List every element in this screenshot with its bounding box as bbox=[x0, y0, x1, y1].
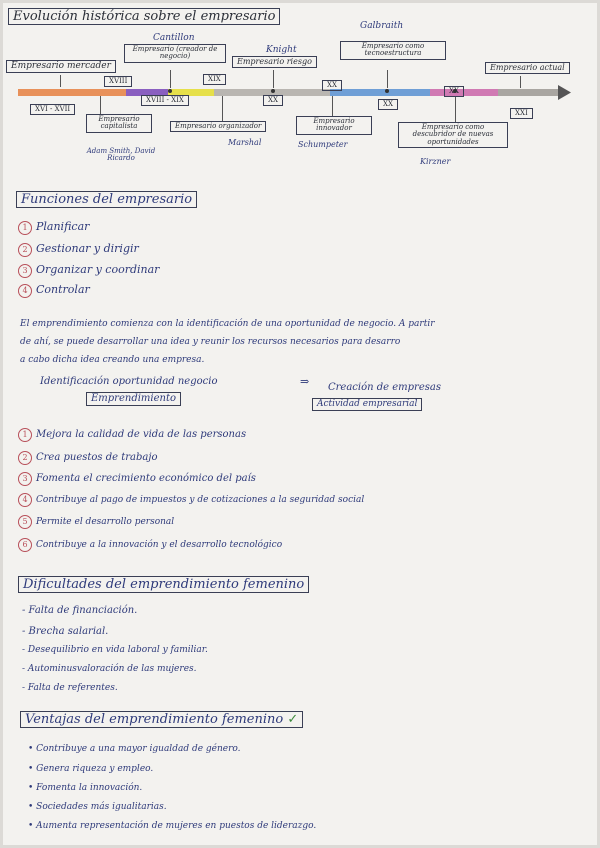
century-box: XX bbox=[263, 95, 283, 106]
century-box: XX bbox=[378, 99, 398, 110]
list-item: • Contribuye a una mayor igualdad de género. bbox=[28, 744, 241, 754]
list-item-text: Planificar bbox=[36, 220, 90, 233]
number-circle-icon: 3 bbox=[18, 472, 32, 486]
list-item: - Brecha salarial. bbox=[22, 626, 109, 637]
list-item-text: Crea puestos de trabajo bbox=[36, 452, 158, 463]
paragraph-line: El emprendimiento comienza con la identificación de una oportunidad de negocio. A partir bbox=[20, 319, 435, 329]
list-item bbox=[18, 284, 90, 298]
century-box: XX bbox=[444, 86, 464, 97]
check-icon: ✓ bbox=[287, 712, 299, 727]
connector bbox=[332, 96, 333, 116]
timeline-author-kirzner: Kirzner bbox=[420, 157, 451, 166]
number-circle-icon: 2 bbox=[18, 451, 32, 465]
list-item: - Autominusvaloración de las mujeres. bbox=[22, 664, 197, 674]
timeline-author-galbraith: Galbraith bbox=[360, 21, 404, 31]
timeline-label-actual: Empresario actual bbox=[485, 62, 570, 74]
timeline-author-schumpeter: Schumpeter bbox=[298, 140, 348, 149]
number-circle-icon: 3 bbox=[18, 264, 32, 278]
timeline-dot bbox=[271, 89, 275, 93]
timeline-label-descubridor: Empresario como descubridor de nuevas oportunidades bbox=[398, 122, 508, 148]
timeline-label-organizador: Empresario organizador bbox=[170, 121, 266, 132]
list-item: - Desequilibrio en vida laboral y familiar. bbox=[22, 645, 208, 655]
flow-arrow-icon: ⇒ bbox=[300, 375, 310, 388]
ventajas-heading-text: Ventajas del emprendimiento femenino bbox=[25, 712, 284, 727]
connector bbox=[520, 76, 521, 88]
list-item-text: Permite el desarrollo personal bbox=[36, 517, 175, 527]
century-box: XXI bbox=[510, 108, 533, 119]
list-item bbox=[18, 428, 246, 442]
timeline-author-knight: Knight bbox=[266, 45, 297, 55]
list-item-text: Fomenta el crecimiento económico del país bbox=[36, 473, 256, 484]
section-heading-funciones: Funciones del empresario bbox=[16, 191, 197, 208]
list-item: • Genera riqueza y empleo. bbox=[28, 764, 154, 774]
list-item-text: Organizar y coordinar bbox=[36, 263, 160, 276]
connector bbox=[100, 96, 101, 114]
timeline-segment-gray-end bbox=[498, 89, 560, 96]
timeline-author-cantillon: Cantillon bbox=[153, 33, 195, 43]
timeline-arrow-head bbox=[558, 85, 571, 100]
list-item: • Aumenta representación de mujeres en puestos de liderazgo. bbox=[28, 821, 317, 831]
list-item bbox=[18, 538, 282, 552]
connector bbox=[455, 96, 456, 122]
flow-right-text: Creación de empresas bbox=[328, 382, 441, 393]
timeline-label-capitalista: Empresario capitalista bbox=[86, 114, 152, 133]
timeline-label-mercader: Empresario mercader bbox=[6, 60, 116, 73]
timeline-label-tecnoestructura: Empresario como tecnoestructura bbox=[340, 41, 446, 60]
paragraph-line: a cabo dicha idea creando una empresa. bbox=[20, 355, 205, 365]
box-actividad-empresarial: Actividad empresarial bbox=[312, 398, 422, 411]
number-circle-icon: 1 bbox=[18, 221, 32, 235]
section-heading-ventajas bbox=[20, 711, 303, 728]
list-item bbox=[18, 493, 364, 507]
list-item: - Falta de financiación. bbox=[22, 605, 138, 616]
timeline-segment-blue bbox=[330, 89, 430, 96]
connector bbox=[60, 75, 61, 87]
number-circle-icon: 4 bbox=[18, 284, 32, 298]
list-item bbox=[18, 451, 157, 465]
timeline-label-creador: Empresario (creador de negocio) bbox=[124, 44, 226, 63]
list-item-text: Mejora la calidad de vida de las personas bbox=[36, 429, 247, 440]
list-item bbox=[18, 264, 159, 278]
list-item bbox=[18, 243, 139, 257]
century-box: XIX bbox=[203, 74, 226, 85]
paragraph-line: de ahí, se puede desarrollar una idea y reunir los recursos necesarios para desarro bbox=[20, 337, 401, 347]
number-circle-icon: 6 bbox=[18, 538, 32, 552]
timeline-axis bbox=[18, 84, 573, 100]
list-item bbox=[18, 515, 174, 529]
timeline-label-innovador: Empresario innovador bbox=[296, 116, 372, 135]
list-item: - Falta de referentes. bbox=[22, 683, 118, 693]
list-item-text: Controlar bbox=[36, 283, 90, 296]
page-title: Evolución histórica sobre el empresario bbox=[8, 8, 280, 25]
list-item: • Fomenta la innovación. bbox=[28, 783, 143, 793]
connector bbox=[170, 70, 171, 88]
box-emprendimiento: Emprendimiento bbox=[86, 392, 181, 406]
timeline-segment-orange bbox=[18, 89, 126, 96]
number-circle-icon: 4 bbox=[18, 493, 32, 507]
list-item-text: Gestionar y dirigir bbox=[36, 242, 139, 255]
list-item bbox=[18, 221, 89, 235]
list-item-text: Contribuye al pago de impuestos y de cotizaciones a la seguridad social bbox=[36, 495, 365, 505]
flow-left-text: Identificación oportunidad negocio bbox=[40, 376, 218, 387]
number-circle-icon: 1 bbox=[18, 428, 32, 442]
timeline-label-riesgo: Empresario riesgo bbox=[232, 56, 317, 68]
list-item bbox=[18, 472, 256, 486]
list-item-text: Contribuye a la innovación y el desarrollo tecnológico bbox=[36, 540, 283, 550]
connector bbox=[273, 70, 274, 88]
connector bbox=[222, 96, 223, 121]
timeline-segment-pink bbox=[430, 89, 498, 96]
century-box: XVIII bbox=[104, 76, 132, 87]
timeline-dot bbox=[168, 89, 172, 93]
century-box: XX bbox=[322, 80, 342, 91]
timeline-author-smith-ricardo: Adam Smith, David Ricardo bbox=[86, 147, 156, 163]
number-circle-icon: 5 bbox=[18, 515, 32, 529]
timeline-author-marshal: Marshal bbox=[228, 138, 262, 147]
timeline-dot bbox=[385, 89, 389, 93]
list-item: • Sociedades más igualitarias. bbox=[28, 802, 167, 812]
number-circle-icon: 2 bbox=[18, 243, 32, 257]
section-heading-dificultades: Dificultades del emprendimiento femenino bbox=[18, 576, 309, 593]
connector bbox=[387, 70, 388, 88]
century-box: XVIII - XIX bbox=[141, 95, 189, 106]
century-box: XVI - XVII bbox=[30, 104, 75, 115]
